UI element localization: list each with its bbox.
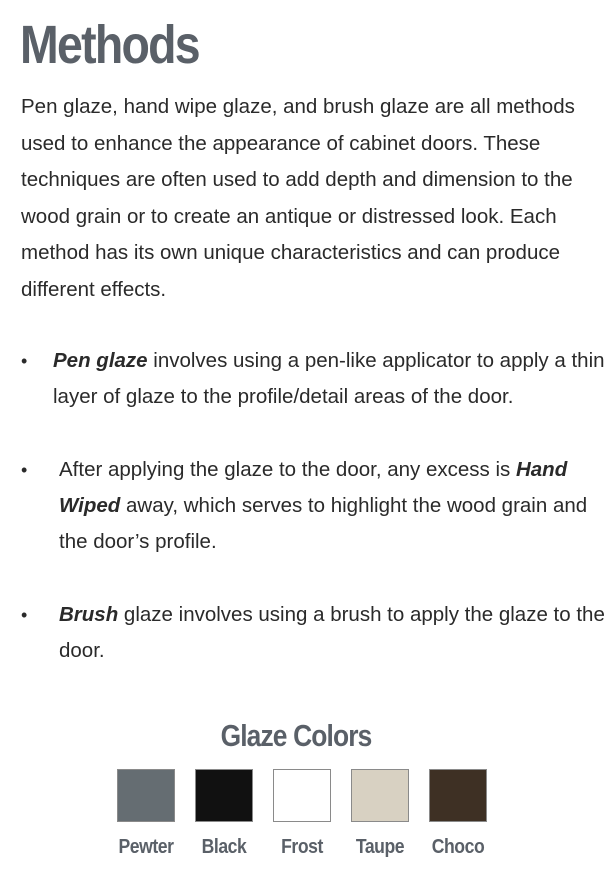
bullet-emphasis: Brush (59, 603, 119, 626)
intro-paragraph: Pen glaze, hand wipe glaze, and brush glaze are all methods used to enhance the appearance of cabinet doors. These techniques are often used to add depth and dimension to the wood grain or to create an antique or distressed look. Each method has its own unique characteristics and can produce different effects. (21, 95, 575, 301)
bullet-emphasis: Hand Wiped (59, 458, 568, 517)
swatch-label: Choco (431, 836, 485, 858)
page-title: Methods (20, 15, 199, 75)
swatch-frost (263, 769, 341, 859)
color-chip (195, 769, 253, 822)
glaze-swatches (107, 769, 497, 859)
bullet-icon: • (21, 460, 28, 480)
color-chip (117, 769, 175, 822)
bullet-icon: • (21, 605, 28, 625)
glaze-colors-heading: Glaze Colors (220, 718, 372, 753)
swatch-choco (419, 769, 497, 859)
bullet-text-after: involves using a pen-like applicator to apply a thin layer of glaze to the profile/detail areas of the door. (53, 349, 605, 408)
swatch-label: Pewter (118, 836, 174, 858)
swatch-taupe (341, 769, 419, 859)
swatch-pewter (107, 769, 185, 859)
list-item-pen-glaze (21, 343, 606, 415)
swatch-label: Taupe (355, 836, 405, 858)
bullet-emphasis: Pen glaze (53, 349, 148, 372)
color-chip (273, 769, 331, 822)
list-item-hand-wiped (21, 452, 606, 560)
swatch-label: Frost (281, 836, 323, 858)
swatch-label: Black (201, 836, 247, 858)
color-chip (429, 769, 487, 822)
bullet-text-after: away, which serves to highlight the wood grain and the door’s profile. (59, 494, 588, 553)
bullet-text-before: After applying the glaze to the door, any excess is (59, 458, 516, 481)
bullet-icon: • (21, 351, 28, 371)
bullet-text-after: glaze involves using a brush to apply the glaze to the door. (59, 603, 605, 662)
list-item-brush (21, 597, 606, 669)
swatch-black (185, 769, 263, 859)
color-chip (351, 769, 409, 822)
methods-list (21, 343, 606, 669)
